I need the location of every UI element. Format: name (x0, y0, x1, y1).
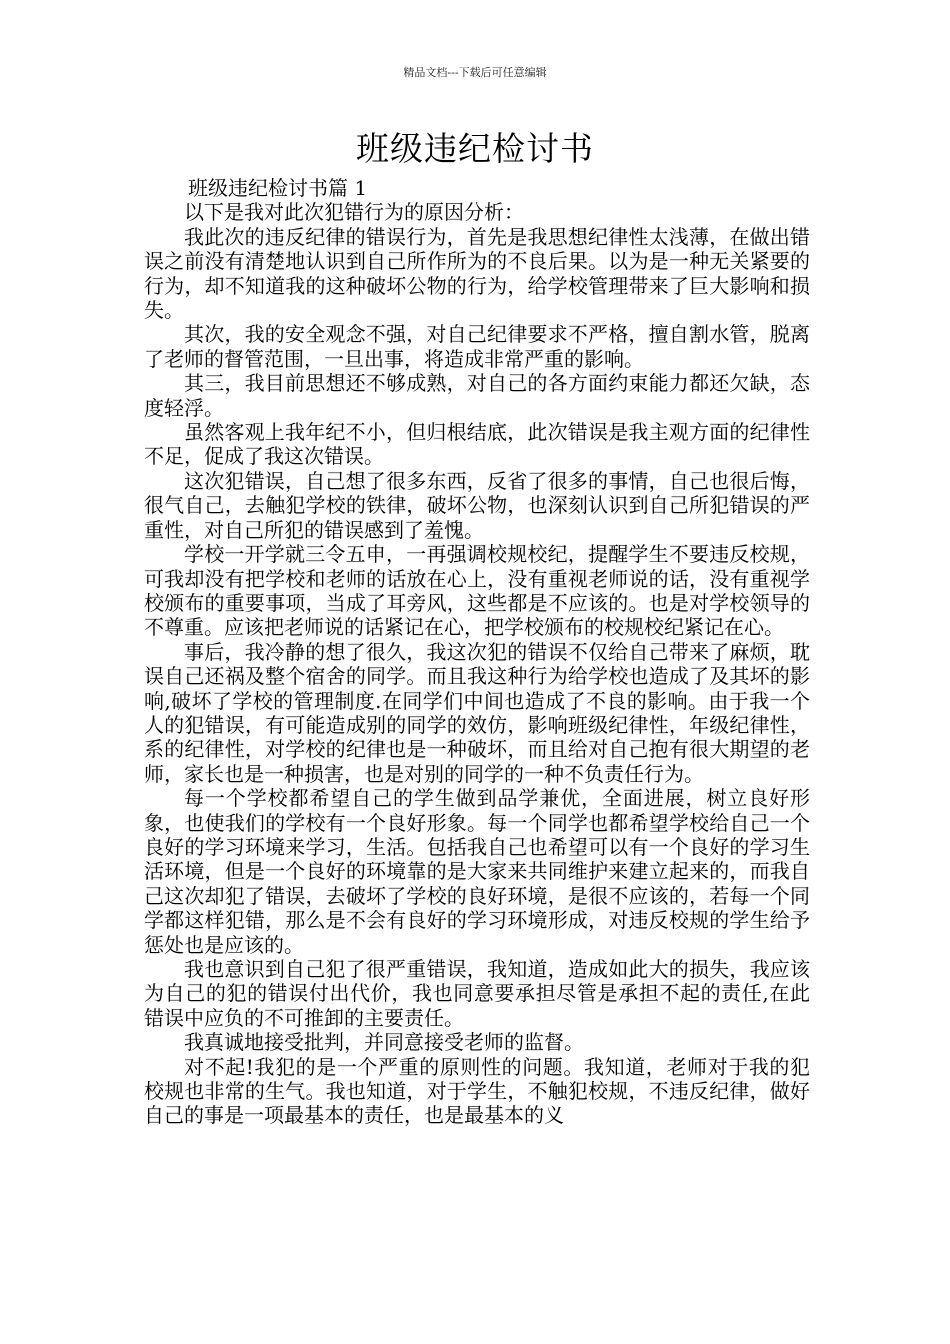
paragraph: 我此次的违反纪律的错误行为，首先是我思想纪律性太浅薄，在做出错误之前没有清楚地认识到自己所作所为的不良后果。以为是一种无关紧要的行为，却不知道我的这种破坏公物的行为，给学校管理带来了巨大影响和损失。 (144, 224, 810, 323)
paragraph: 其次，我的安全观念不强，对自己纪律要求不严格，擅自割水管，脱离了老师的督管范围，一旦出事，将造成非常严重的影响。 (144, 322, 810, 371)
paragraph: 我真诚地接受批判，并同意接受老师的监督。 (184, 1030, 584, 1055)
paragraph: 事后，我冷静的想了很久，我这次犯的错误不仅给自己带来了麻烦，耽误自己还祸及整个宿舍的同学。而且我这种行为给学校也造成了及其坏的影响,破坏了学校的管理制度.在同学们中间也造成了不良的影响。由于我一个人的犯错误，有可能造成别的同学的效仿，影响班级纪律性，年级纪律性，系的纪律性，对学校的纪律也是一种破坏，而且给对自己抱有很大期望的老师，家长也是一种损害，也是对别的同学的一种不负责任行为。 (144, 639, 810, 786)
paragraph: 其三，我目前思想还不够成熟，对自己的各方面约束能力都还欠缺，态度轻浮。 (144, 371, 810, 420)
document-body (144, 176, 810, 1128)
page-header-note: 精品文档---下载后可任意编辑 (403, 66, 547, 79)
paragraph: 对不起!我犯的是一个严重的原则性的问题。我知道，老师对于我的犯校规也非常的生气。我也知道，对于学生，不触犯校规，不违反纪律，做好自己的事是一项最基本的责任，也是最基本的义 (144, 1054, 810, 1128)
document-title: 班级违纪检讨书 (356, 129, 594, 168)
paragraph: 每一个学校都希望自己的学生做到品学兼优，全面进展，树立良好形象，也使我们的学校有一个良好形象。每一个同学也都希望学校给自己一个良好的学习环境来学习，生活。包括我自己也希望可以有一个良好的学习生活环境，但是一个良好的环境靠的是大家来共同维护来建立起来的，而我自己这次却犯了错误，去破坏了学校的良好环境，是很不应该的，若每一个同学都这样犯错，那么是不会有良好的学习环境形成，对违反校规的学生给予惩处也是应该的。 (144, 786, 810, 957)
paragraph: 我也意识到自己犯了很严重错误，我知道，造成如此大的损失，我应该为自己的犯的错误付出代价，我也同意要承担尽管是承担不起的责任,在此错误中应负的不可推卸的主要责任。 (144, 957, 810, 1030)
paragraph: 学校一开学就三令五申，一再强调校规校纪，提醒学生不要违反校规，可我却没有把学校和老师的话放在心上，没有重视老师说的话，没有重视学校颁布的重要事项，当成了耳旁风，这些都是不应该的。也是对学校领导的不尊重。应该把老师说的话紧记在心，把学校颁布的校规校纪紧记在心。 (144, 542, 810, 640)
paragraph: 虽然客观上我年纪不小，但归根结底，此次错误是我主观方面的纪律性不足，促成了我这次错误。 (144, 420, 810, 469)
paragraph: 这次犯错误，自己想了很多东西，反省了很多的事情，自己也很后悔，很气自己，去触犯学校的铁律，破坏公物，也深刻认识到自己所犯错误的严重性，对自己所犯的错误感到了羞愧。 (144, 468, 810, 542)
paragraph: 以下是我对此次犯错行为的原因分析： (184, 200, 524, 225)
document-subtitle: 班级违纪检讨书篇 1 (188, 176, 368, 200)
